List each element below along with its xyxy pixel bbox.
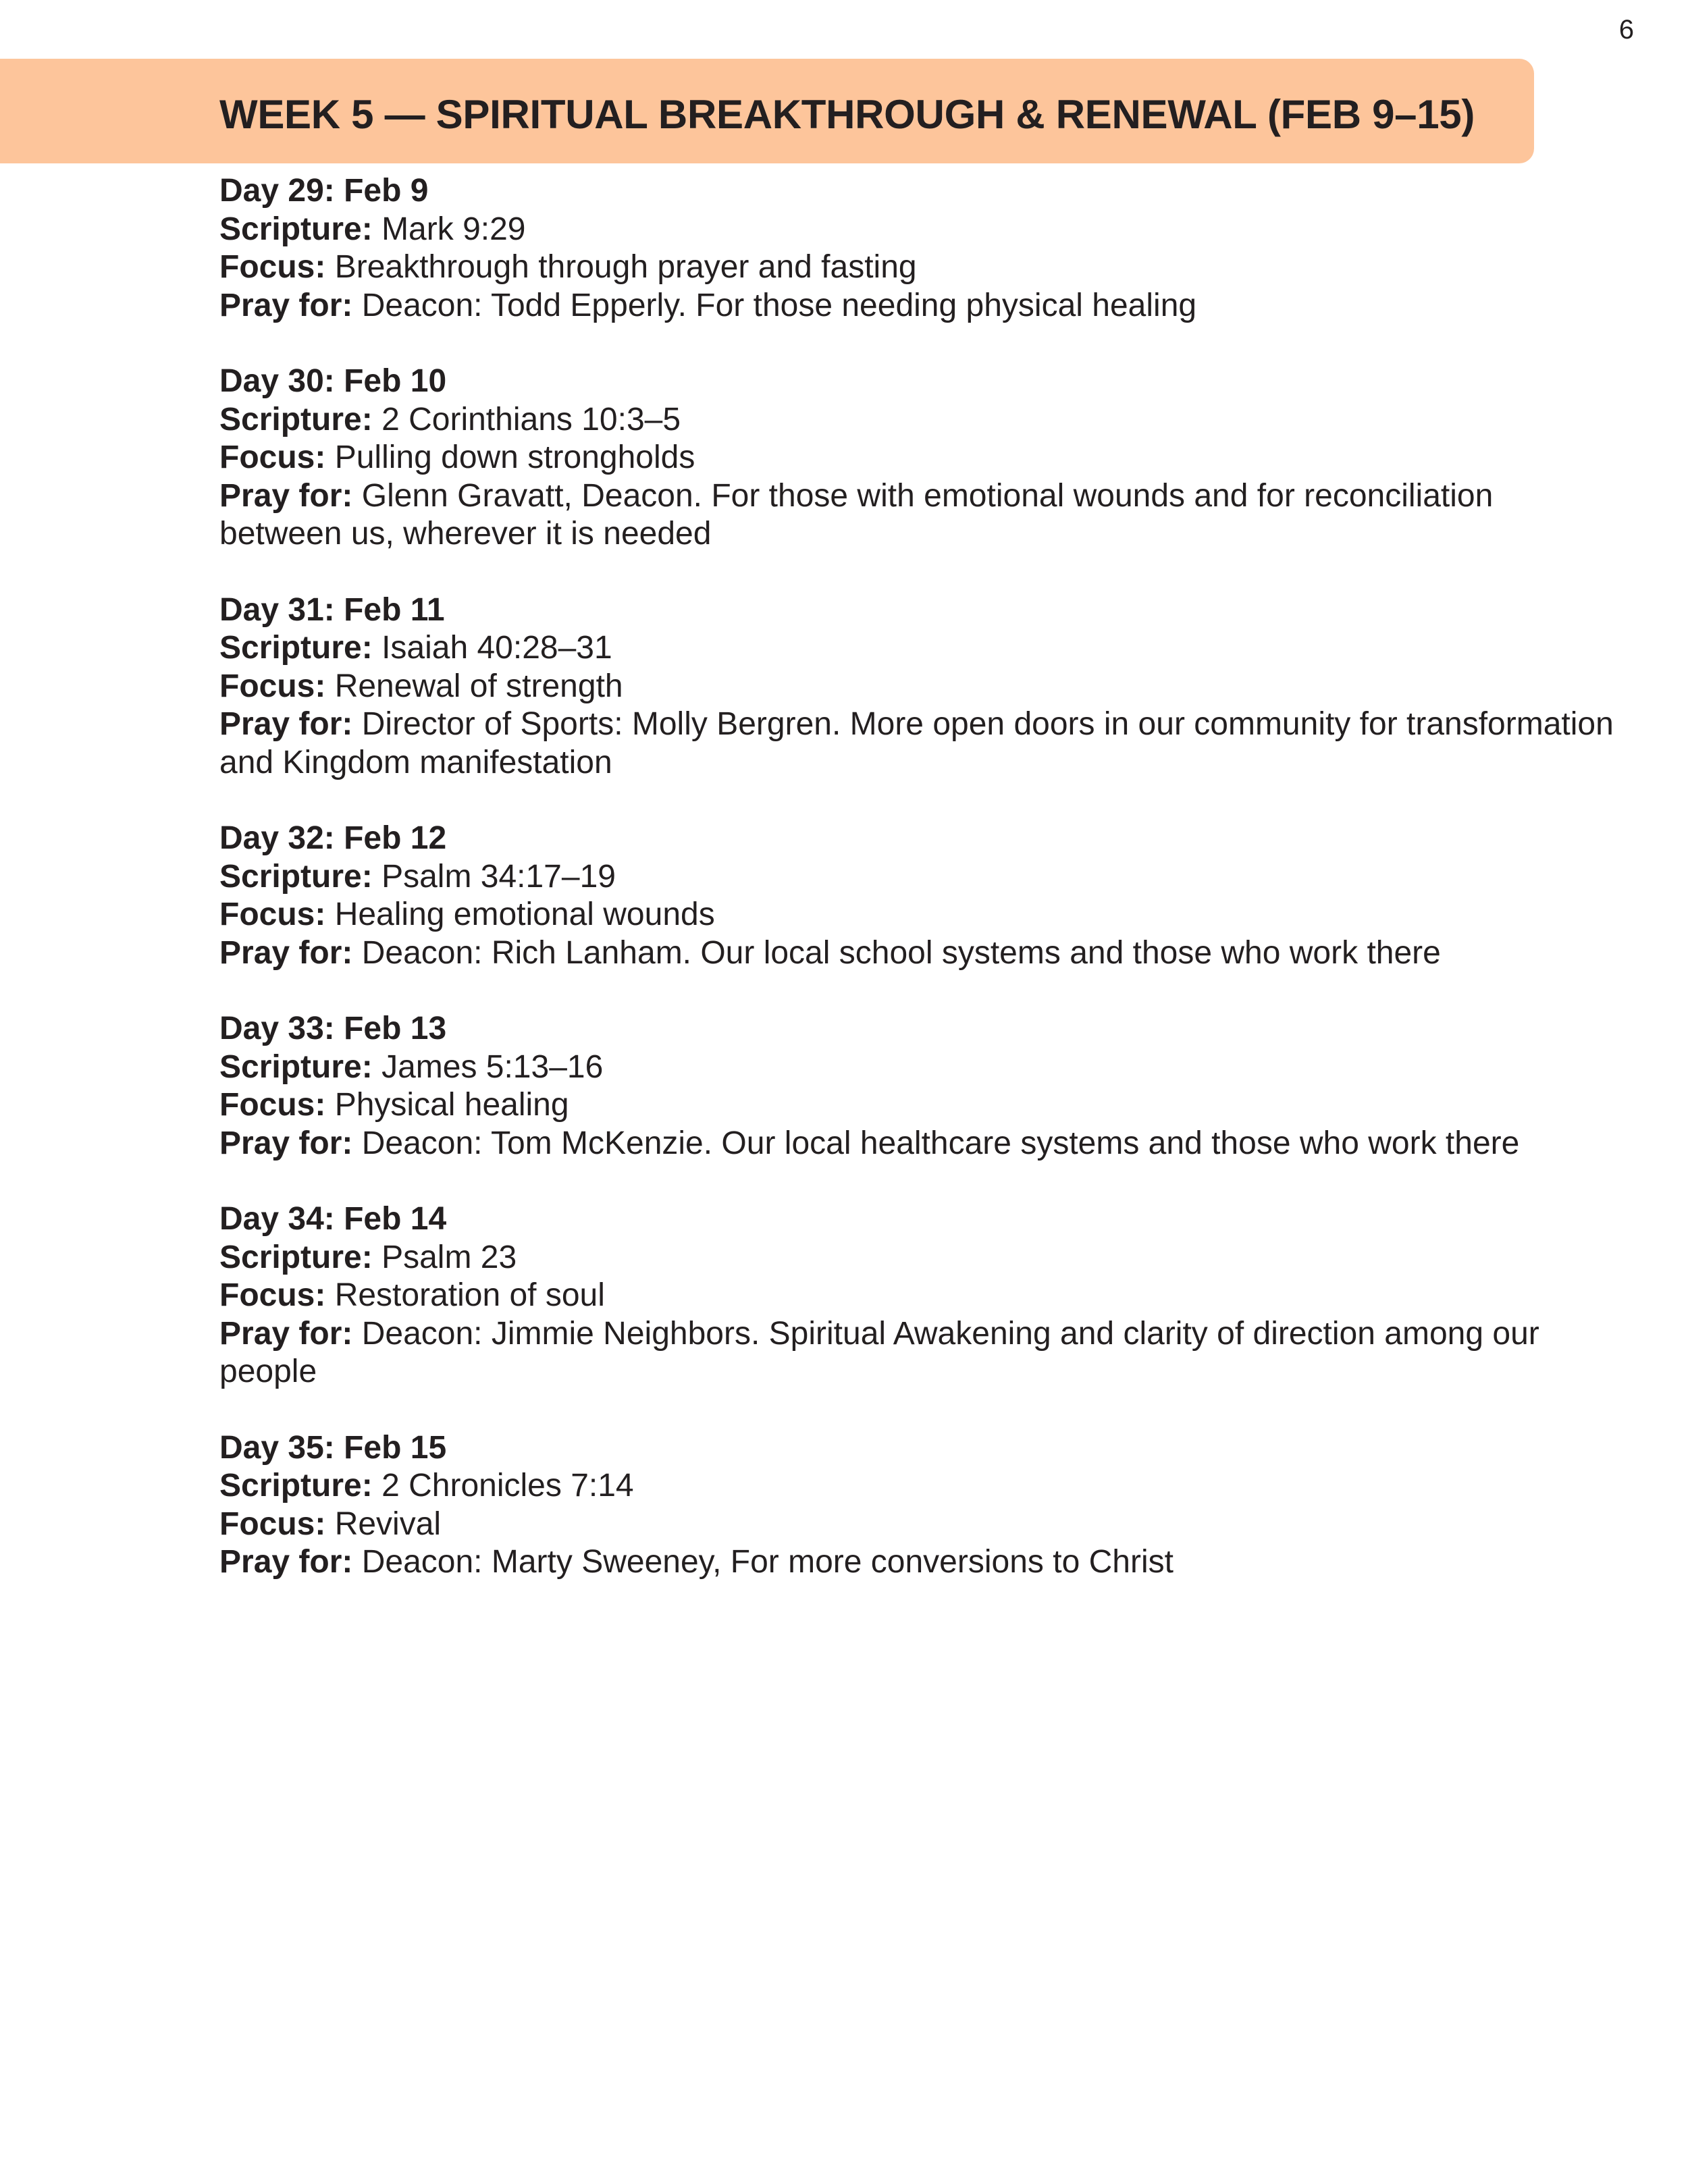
day-entry-35 [219, 1429, 1624, 1582]
focus-label: Focus: [219, 1087, 326, 1123]
scripture-value: 2 Chronicles 7:14 [381, 1468, 634, 1503]
day-heading: Day 33: Feb 13 [219, 1011, 447, 1046]
focus-value: Pulling down strongholds [334, 440, 695, 475]
pray-for-line [219, 934, 1624, 973]
scripture-value: Psalm 34:17–19 [381, 858, 616, 895]
scripture-value: 2 Corinthians 10:3–5 [381, 401, 681, 437]
pray-for-value: Director of Sports: Molly Bergren. More open doors in our community for transformation and Kingdom manifestation [219, 706, 1614, 780]
scripture-value: Psalm 23 [381, 1239, 517, 1275]
scripture-line [219, 211, 1624, 249]
day-entry-32 [219, 820, 1624, 972]
focus-value: Physical healing [334, 1087, 569, 1123]
pray-for-value: Deacon: Rich Lanham. Our local school systems and those who work there [361, 934, 1441, 971]
pray-for-label: Pray for: [219, 1125, 353, 1161]
day-heading: Day 34: Feb 14 [219, 1201, 447, 1237]
day-heading: Day 35: Feb 15 [219, 1429, 447, 1466]
focus-line [219, 896, 1624, 934]
pray-for-label: Pray for: [219, 287, 353, 323]
focus-label: Focus: [219, 668, 326, 704]
focus-value: Renewal of strength [334, 668, 623, 704]
scripture-label: Scripture: [219, 401, 373, 437]
focus-line [219, 1086, 1624, 1125]
day-entry-29 [219, 172, 1624, 325]
scripture-line [219, 401, 1624, 440]
week-title: WEEK 5 — SPIRITUAL BREAKTHROUGH & RENEWAL (FEB 9–15) [219, 92, 1475, 137]
scripture-label: Scripture: [219, 858, 373, 895]
scripture-line [219, 1467, 1624, 1506]
focus-value: Breakthrough through prayer and fasting [334, 249, 917, 285]
focus-line [219, 248, 1624, 287]
focus-line [219, 1506, 1624, 1544]
scripture-line [219, 629, 1624, 668]
scripture-label: Scripture: [219, 630, 373, 666]
pray-for-value: Deacon: Todd Epperly. For those needing physical healing [361, 287, 1197, 323]
day-heading: Day 32: Feb 12 [219, 820, 447, 856]
pray-for-label: Pray for: [219, 477, 353, 514]
scripture-label: Scripture: [219, 211, 373, 247]
focus-label: Focus: [219, 1506, 326, 1542]
scripture-label: Scripture: [219, 1048, 373, 1085]
scripture-line [219, 1048, 1624, 1087]
focus-line [219, 439, 1624, 477]
scripture-value: Mark 9:29 [381, 211, 526, 247]
scripture-value: Isaiah 40:28–31 [381, 630, 612, 666]
day-heading: Day 30: Feb 10 [219, 363, 447, 399]
day-entry-31 [219, 591, 1624, 782]
focus-line [219, 1277, 1624, 1315]
pray-for-line [219, 1543, 1624, 1582]
focus-value: Restoration of soul [334, 1277, 605, 1313]
scripture-line [219, 1239, 1624, 1277]
day-list [219, 172, 1624, 1620]
focus-value: Revival [334, 1506, 442, 1542]
page-number: 6 [1618, 15, 1634, 45]
day-entry-30 [219, 363, 1624, 554]
day-entry-34 [219, 1200, 1624, 1391]
scripture-line [219, 858, 1624, 897]
scripture-label: Scripture: [219, 1239, 373, 1275]
pray-for-line [219, 705, 1624, 782]
focus-label: Focus: [219, 249, 326, 285]
day-heading: Day 29: Feb 9 [219, 173, 429, 209]
pray-for-value: Deacon: Marty Sweeney, For more conversions to Christ [361, 1544, 1173, 1580]
focus-label: Focus: [219, 1277, 326, 1313]
scripture-label: Scripture: [219, 1468, 373, 1503]
pray-for-label: Pray for: [219, 1315, 353, 1352]
pray-for-line [219, 477, 1624, 554]
pray-for-line [219, 1125, 1624, 1163]
focus-value: Healing emotional wounds [334, 897, 715, 932]
pray-for-label: Pray for: [219, 706, 353, 742]
day-entry-33 [219, 1010, 1624, 1163]
focus-label: Focus: [219, 897, 326, 932]
pray-for-line [219, 1315, 1624, 1391]
pray-for-label: Pray for: [219, 1544, 353, 1580]
pray-for-label: Pray for: [219, 934, 353, 971]
pray-for-value: Glenn Gravatt, Deacon. For those with emotional wounds and for reconciliation between us, wherever it is needed [219, 477, 1494, 552]
pray-for-value: Deacon: Jimmie Neighbors. Spiritual Awakening and clarity of direction among our people [219, 1315, 1539, 1389]
focus-line [219, 668, 1624, 706]
pray-for-line [219, 287, 1624, 325]
week-banner [0, 59, 1534, 163]
focus-label: Focus: [219, 440, 326, 475]
day-heading: Day 31: Feb 11 [219, 591, 445, 628]
pray-for-value: Deacon: Tom McKenzie. Our local healthcare systems and those who work there [361, 1125, 1520, 1161]
scripture-value: James 5:13–16 [381, 1048, 604, 1085]
